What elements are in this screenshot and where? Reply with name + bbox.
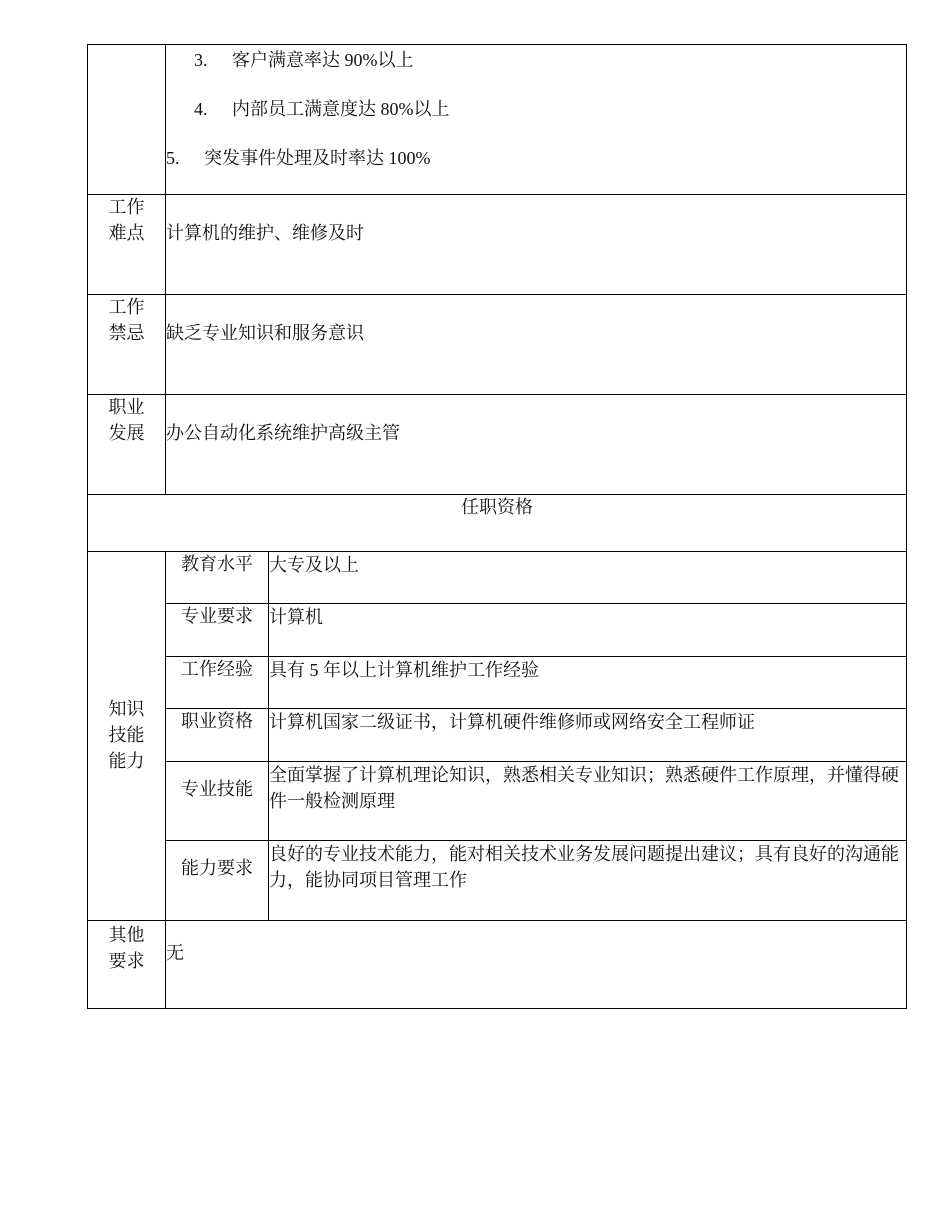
indicators-label-cell	[88, 45, 166, 195]
indicators-row	[88, 45, 907, 195]
indicator-item	[166, 94, 906, 143]
indicator-item	[166, 45, 906, 94]
qualification-row	[88, 841, 907, 921]
indicator-number: 3.	[194, 50, 208, 70]
qualifications-header-row	[88, 495, 907, 552]
work-difficulty-value-cell	[166, 195, 907, 295]
work-difficulty-row	[88, 195, 907, 295]
qualification-row	[88, 657, 907, 709]
indicator-number: 5.	[166, 148, 180, 168]
professional-qualification-value: 计算机国家二级证书，计算机硬件维修师或网络安全工程师证	[269, 709, 907, 762]
indicator-text: 客户满意率达 90%以上	[232, 50, 414, 70]
knowledge-skills-ability-label: 知识 技能 能力	[88, 552, 166, 921]
major-requirement-label: 专业要求	[166, 604, 269, 657]
professional-skills-label: 专业技能	[166, 762, 269, 841]
job-description-table	[87, 44, 907, 1009]
qualification-row	[88, 552, 907, 604]
work-taboo-value: 缺乏专业知识和服务意识	[166, 323, 364, 343]
work-experience-label: 工作经验	[166, 657, 269, 709]
other-requirements-value: 无	[166, 943, 184, 963]
indicator-text: 内部员工满意度达 80%以上	[232, 99, 450, 119]
other-requirements-value-cell	[166, 921, 907, 1009]
indicator-text: 突发事件处理及时率达 100%	[204, 148, 431, 168]
other-requirements-row	[88, 921, 907, 1009]
work-difficulty-value: 计算机的维护、维修及时	[166, 223, 364, 243]
career-development-value: 办公自动化系统维护高级主管	[166, 423, 400, 443]
professional-qualification-label: 职业资格	[166, 709, 269, 762]
major-requirement-value: 计算机	[269, 604, 907, 657]
indicator-number: 4.	[194, 99, 208, 119]
ability-requirement-label: 能力要求	[166, 841, 269, 921]
work-experience-value: 具有 5 年以上计算机维护工作经验	[269, 657, 907, 709]
work-taboo-label: 工作 禁忌	[88, 295, 166, 395]
qualification-row	[88, 762, 907, 841]
education-level-label: 教育水平	[166, 552, 269, 604]
work-taboo-value-cell	[166, 295, 907, 395]
indicators-list	[166, 45, 907, 195]
ability-requirement-value: 良好的专业技术能力，能对相关技术业务发展问题提出建议；具有良好的沟通能力，能协同项目管理工作	[269, 841, 907, 921]
qualification-row	[88, 709, 907, 762]
education-level-value: 大专及以上	[269, 552, 907, 604]
indicator-item	[166, 143, 906, 192]
career-development-label: 职业 发展	[88, 395, 166, 495]
professional-skills-value: 全面掌握了计算机理论知识，熟悉相关专业知识；熟悉硬件工作原理，并懂得硬件一般检测原理	[269, 762, 907, 841]
qualifications-header: 任职资格	[88, 495, 907, 552]
work-taboo-row	[88, 295, 907, 395]
qualification-row	[88, 604, 907, 657]
work-difficulty-label: 工作 难点	[88, 195, 166, 295]
career-development-row	[88, 395, 907, 495]
other-requirements-label: 其他 要求	[88, 921, 166, 1009]
career-development-value-cell	[166, 395, 907, 495]
